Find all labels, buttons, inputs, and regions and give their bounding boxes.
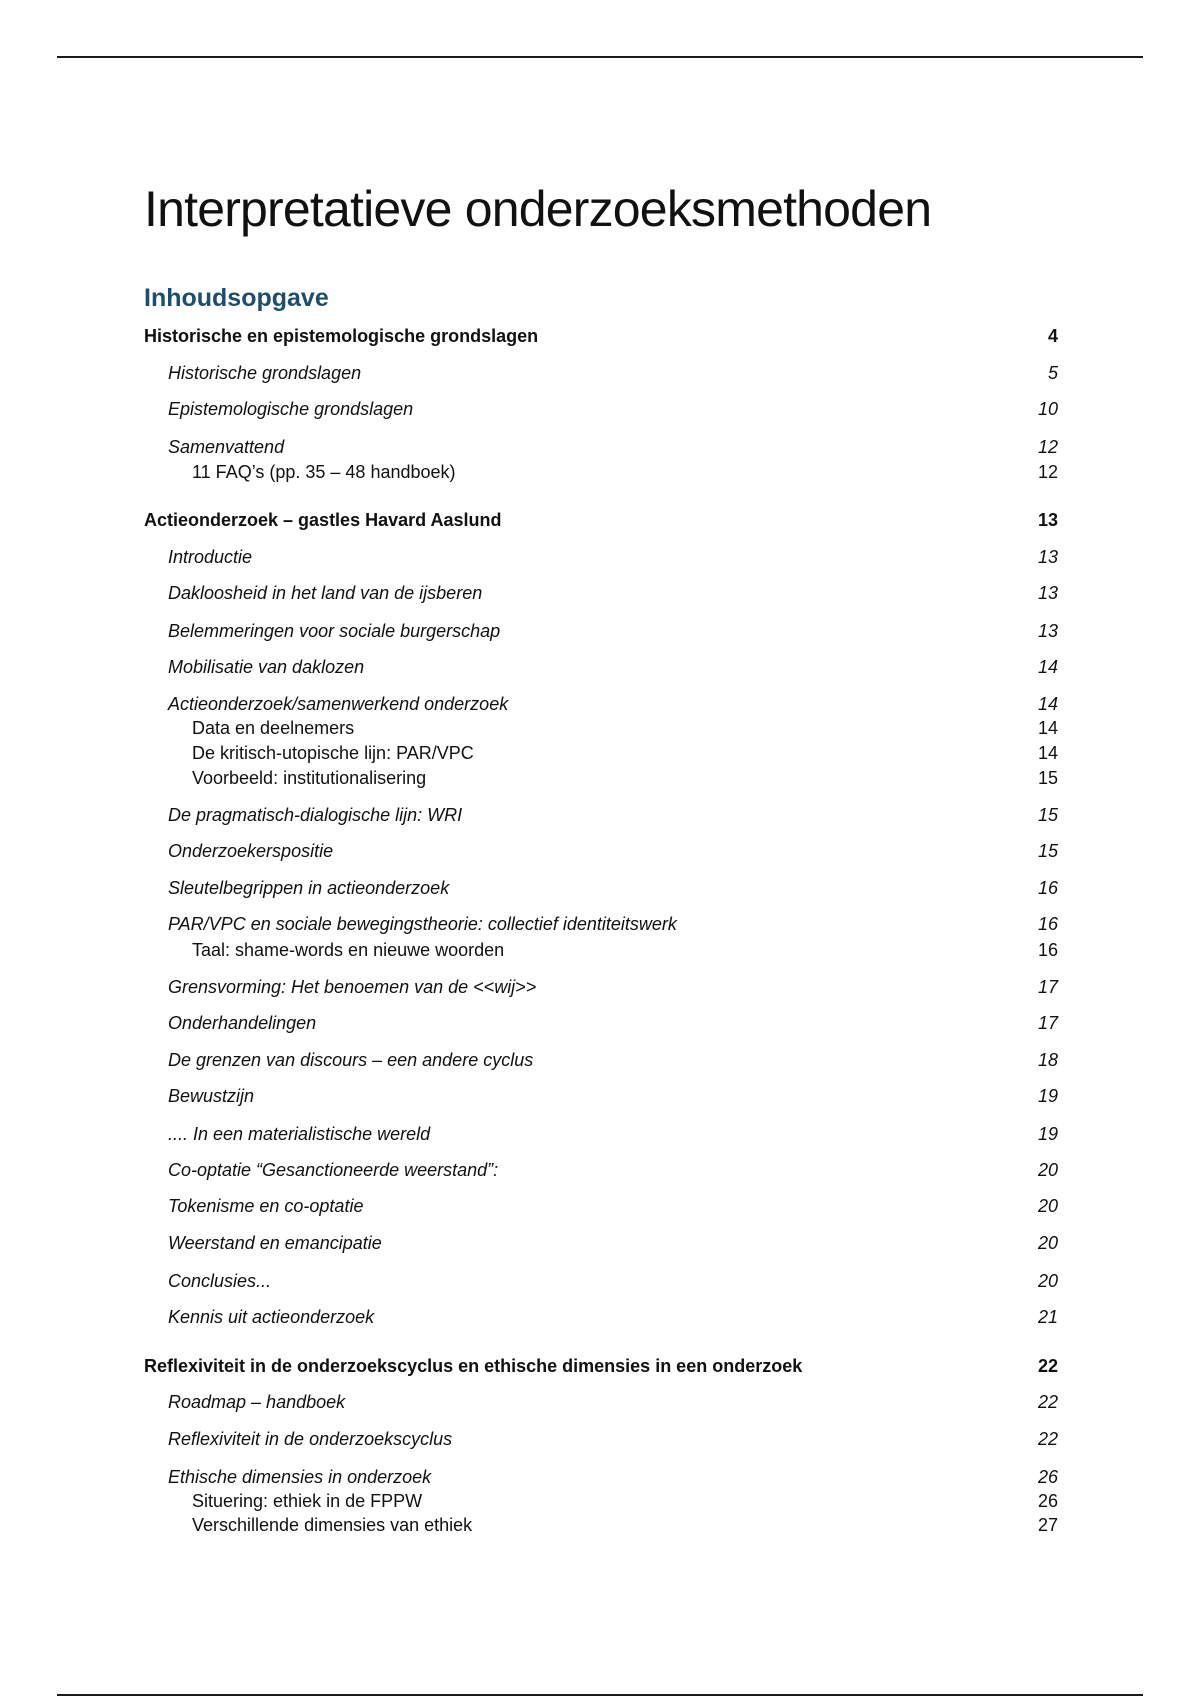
toc-entry-level2[interactable] [144, 1231, 1058, 1255]
toc-entry-title: Historische grondslagen [168, 362, 362, 383]
toc-entry-level2[interactable] [144, 619, 1058, 643]
toc-entry-level2[interactable] [144, 912, 1058, 936]
toc-entry-page-number: 18 [1037, 1049, 1058, 1070]
header-rule [57, 56, 1143, 58]
toc-entry-level3[interactable] [144, 1513, 1058, 1537]
toc-entry-page-number: 13 [1037, 509, 1058, 530]
toc-entry-page-number: 16 [1037, 913, 1058, 934]
toc-entry-level2[interactable] [144, 1390, 1058, 1414]
toc-entry-level2[interactable] [144, 1011, 1058, 1035]
toc-entry-title: Actieonderzoek/samenwerkend onderzoek [168, 693, 509, 714]
toc-entry-title: Taal: shame-words en nieuwe woorden [192, 939, 505, 960]
toc-entry-level2[interactable] [144, 655, 1058, 679]
toc-entry-level2[interactable] [144, 1084, 1058, 1108]
toc-entry-level2[interactable] [144, 435, 1058, 459]
toc-entry-page-number: 26 [1037, 1490, 1058, 1511]
toc-entry-title: Introductie [168, 546, 253, 567]
toc-entry-title: Tokenisme en co-optatie [168, 1195, 364, 1216]
toc-entry-title: Dakloosheid in het land van de ijsberen [168, 582, 483, 603]
toc-entry-level2[interactable] [144, 397, 1058, 421]
toc-entry-level2[interactable] [144, 1122, 1058, 1146]
toc-entry-page-number: 14 [1037, 742, 1058, 763]
toc-entry-title: Situering: ethiek in de FPPW [192, 1490, 423, 1511]
toc-entry-title: Roadmap – handboek [168, 1391, 346, 1412]
toc-entry-level3[interactable] [144, 1489, 1058, 1513]
toc-entry-level2[interactable] [144, 1048, 1058, 1072]
toc-entry-page-number: 13 [1037, 546, 1058, 567]
toc-entry-title: Onderzoekerspositie [168, 840, 334, 861]
toc-entry-page-number: 27 [1037, 1514, 1058, 1535]
toc-entry-level2[interactable] [144, 1269, 1058, 1293]
toc-entry-page-number: 14 [1037, 693, 1058, 714]
toc-entry-title: Epistemologische grondslagen [168, 398, 414, 419]
toc-entry-level1[interactable] [144, 324, 1058, 348]
toc-entry-level2[interactable] [144, 1427, 1058, 1451]
toc-entry-page-number: 22 [1037, 1391, 1058, 1412]
toc-entry-title: Weerstand en emancipatie [168, 1232, 382, 1253]
toc-entry-level2[interactable] [144, 839, 1058, 863]
toc-entry-page-number: 19 [1037, 1123, 1058, 1144]
toc-entry-title: .... In een materialistische wereld [168, 1123, 431, 1144]
toc-heading: Inhoudsopgave [144, 283, 329, 312]
toc-entry-title: Actieonderzoek – gastles Havard Aaslund [144, 509, 502, 530]
toc-entry-page-number: 12 [1037, 436, 1058, 457]
toc-entry-level2[interactable] [144, 975, 1058, 999]
toc-entry-title: PAR/VPC en sociale bewegingstheorie: collectief identiteitswerk [168, 913, 677, 934]
toc-entry-title: 11 FAQ’s (pp. 35 – 48 handboek) [192, 461, 456, 482]
toc-entry-page-number: 16 [1037, 939, 1058, 960]
toc-entry-level3[interactable] [144, 460, 1058, 484]
toc-entry-title: Co-optatie “Gesanctioneerde weerstand”: [168, 1159, 499, 1180]
toc-entry-title: Mobilisatie van daklozen [168, 656, 365, 677]
toc-entry-page-number: 14 [1037, 656, 1058, 677]
toc-entry-title: Verschillende dimensies van ethiek [192, 1514, 473, 1535]
toc-entry-page-number: 20 [1037, 1270, 1058, 1291]
toc-entry-level2[interactable] [144, 361, 1058, 385]
toc-entry-title: De pragmatisch-dialogische lijn: WRI [168, 804, 463, 825]
toc-entry-page-number: 5 [1047, 362, 1058, 383]
toc-entry-title: Ethische dimensies in onderzoek [168, 1466, 432, 1487]
toc-entry-page-number: 13 [1037, 620, 1058, 641]
toc-entry-page-number: 22 [1037, 1355, 1058, 1376]
toc-entry-page-number: 12 [1037, 461, 1058, 482]
toc-entry-level3[interactable] [144, 716, 1058, 740]
toc-entry-title: Reflexiviteit in de onderzoekscyclus en ethische dimensies in een onderzoek [144, 1355, 803, 1376]
toc-entry-page-number: 13 [1037, 582, 1058, 603]
footer-rule [57, 1694, 1143, 1696]
toc-entry-page-number: 15 [1037, 804, 1058, 825]
toc-entry-page-number: 10 [1037, 398, 1058, 419]
toc-entry-page-number: 20 [1037, 1159, 1058, 1180]
toc-entry-title: Grensvorming: Het benoemen van de <<wij>> [168, 976, 537, 997]
toc-entry-title: Conclusies... [168, 1270, 272, 1291]
toc-entry-title: Belemmeringen voor sociale burgerschap [168, 620, 501, 641]
toc-entry-level1[interactable] [144, 1354, 1058, 1378]
toc-entry-page-number: 14 [1037, 717, 1058, 738]
toc-entry-page-number: 20 [1037, 1232, 1058, 1253]
document-title: Interpretatieve onderzoeksmethoden [144, 180, 932, 237]
toc-entry-page-number: 17 [1037, 1012, 1058, 1033]
toc-entry-title: De grenzen van discours – een andere cyclus [168, 1049, 534, 1070]
toc-entry-title: De kritisch-utopische lijn: PAR/VPC [192, 742, 474, 763]
toc-entry-level2[interactable] [144, 545, 1058, 569]
toc-entry-page-number: 4 [1047, 325, 1058, 346]
toc-entry-level2[interactable] [144, 1158, 1058, 1182]
toc-entry-page-number: 15 [1037, 840, 1058, 861]
toc-entry-title: Data en deelnemers [192, 717, 355, 738]
toc-entry-page-number: 21 [1037, 1306, 1058, 1327]
toc-entry-page-number: 19 [1037, 1085, 1058, 1106]
toc-entry-level3[interactable] [144, 938, 1058, 962]
toc-entry-level1[interactable] [144, 508, 1058, 532]
toc-entry-level2[interactable] [144, 1194, 1058, 1218]
toc-entry-title: Samenvattend [168, 436, 285, 457]
toc-entry-title: Onderhandelingen [168, 1012, 317, 1033]
toc-entry-page-number: 22 [1037, 1428, 1058, 1449]
toc-entry-title: Reflexiviteit in de onderzoekscyclus [168, 1428, 453, 1449]
toc-entry-level2[interactable] [144, 1465, 1058, 1489]
toc-entry-title: Kennis uit actieonderzoek [168, 1306, 375, 1327]
toc-entry-page-number: 15 [1037, 767, 1058, 788]
toc-entry-page-number: 16 [1037, 877, 1058, 898]
toc-entry-level2[interactable] [144, 803, 1058, 827]
toc-entry-level3[interactable] [144, 741, 1058, 765]
toc-entry-level3[interactable] [144, 766, 1058, 790]
toc-entry-page-number: 17 [1037, 976, 1058, 997]
toc-entry-level2[interactable] [144, 692, 1058, 716]
toc-entry-level2[interactable] [144, 876, 1058, 900]
toc-entry-title: Historische en epistemologische grondslagen [144, 325, 539, 346]
toc-entry-level2[interactable] [144, 581, 1058, 605]
toc-entry-level2[interactable] [144, 1305, 1058, 1329]
toc-entry-page-number: 26 [1037, 1466, 1058, 1487]
toc-entry-page-number: 20 [1037, 1195, 1058, 1216]
toc-entry-title: Bewustzijn [168, 1085, 255, 1106]
toc-entry-title: Voorbeeld: institutionalisering [192, 767, 427, 788]
toc-entry-title: Sleutelbegrippen in actieonderzoek [168, 877, 450, 898]
